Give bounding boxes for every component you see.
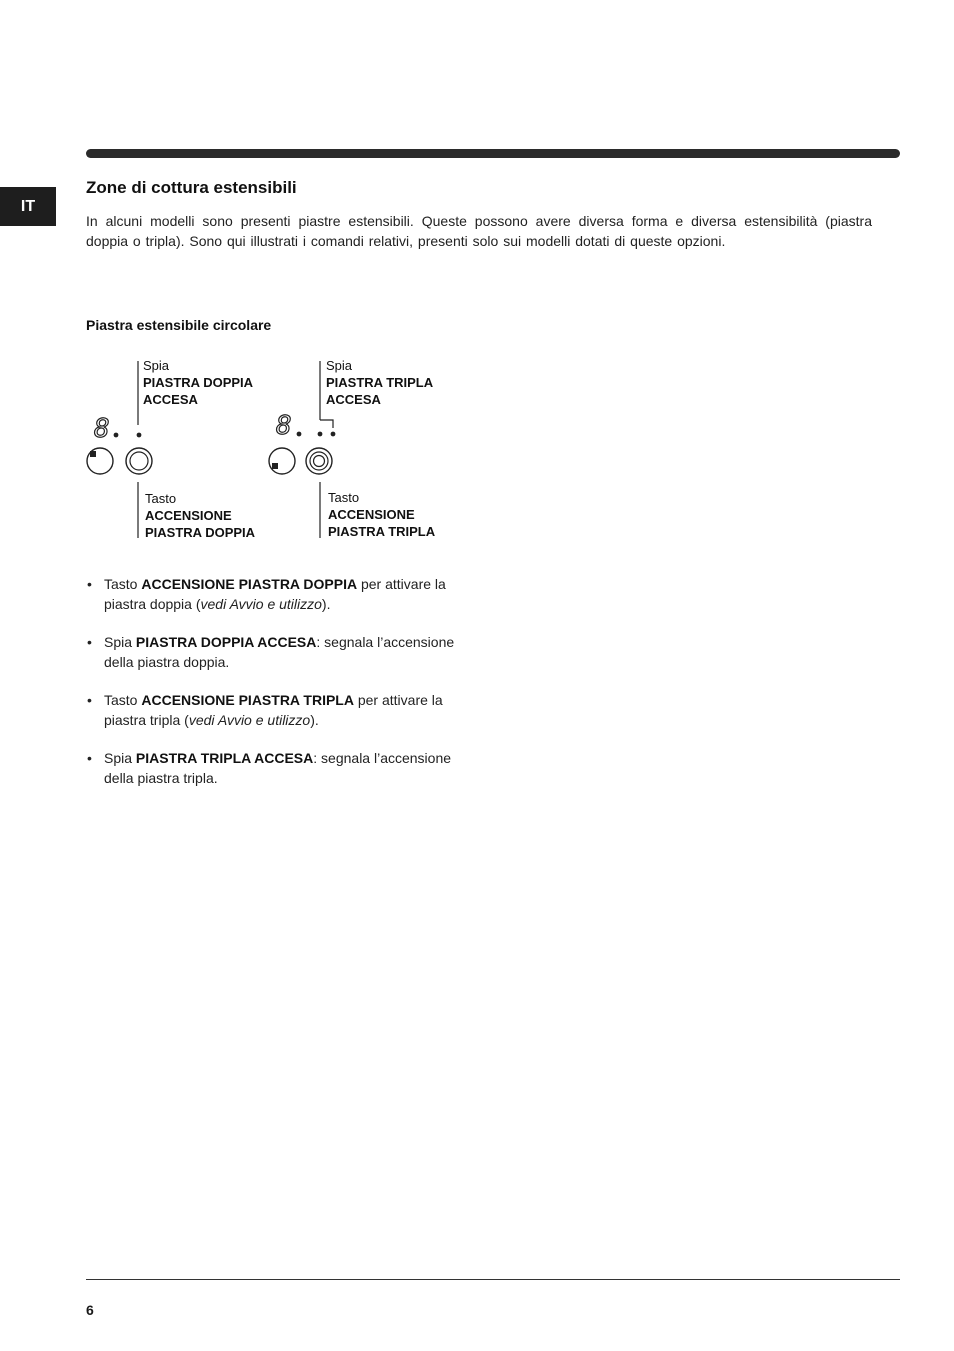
callout-tasto-tripla: Tasto ACCENSIONE PIASTRA TRIPLA [328,490,436,539]
callout-tasto-doppia: Tasto ACCENSIONE PIASTRA DOPPIA [145,491,256,540]
led-tripla-dot-2 [331,432,336,437]
callout-spia-tripla: Spia PIASTRA TRIPLA ACCESA [326,358,434,407]
button-doppia-icon [126,448,152,474]
section-title: Zone di cottura estensibili [86,178,297,197]
callout-spia-doppia: Spia PIASTRA DOPPIA ACCESA [143,358,254,407]
digit-right: 8 [276,411,292,441]
digit-left: 8 [94,414,110,444]
list-item: • Spia PIASTRA DOPPIA ACCESA: segnala l’accensione della piastra doppia. [86,632,466,672]
led-doppia-icon [137,433,142,438]
button-tripla-icon [306,448,332,474]
subsection-title: Piastra estensibile circolare [86,317,272,333]
control-diagram [0,0,954,560]
feature-list [86,574,466,806]
list-item: • Spia PIASTRA TRIPLA ACCESA: segnala l’accensione della piastra tripla. [86,748,466,788]
knob-left-marker [90,451,96,457]
knob-left-icon [87,448,113,474]
dot-decimal-right [297,432,302,437]
footer-rule [86,1279,900,1280]
led-tripla-dot-1 [318,432,323,437]
knob-right-icon [269,448,295,474]
knob-right-marker [272,463,278,469]
header-bar [86,149,900,158]
intro-paragraph: In alcuni modelli sono presenti piastre estensibili. Queste possono avere diversa forma e diversa estensibilità (piastra doppia o tripla). Sono qui illustrati i comandi relativi, presenti solo sui modelli dotati di queste opzioni. [86,213,872,249]
language-tab: IT [0,187,56,226]
list-item: • Tasto ACCENSIONE PIASTRA DOPPIA per attivare la piastra doppia (vedi Avvio e utilizzo). [86,574,466,614]
list-item: • Tasto ACCENSIONE PIASTRA TRIPLA per attivare la piastra tripla (vedi Avvio e utilizzo). [86,690,466,730]
page-number: 6 [86,1302,94,1318]
dot-decimal-left [114,433,119,438]
